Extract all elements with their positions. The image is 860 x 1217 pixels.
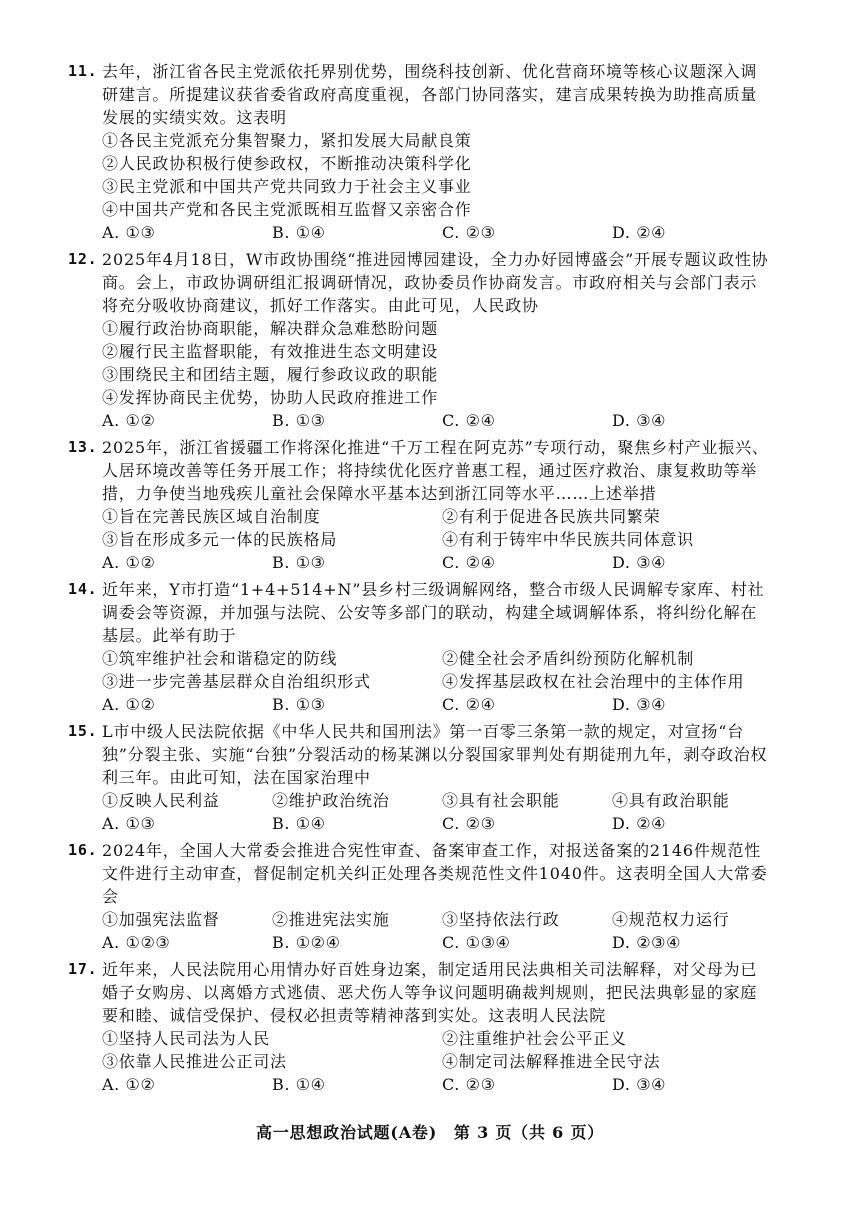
- question-stem: [68, 578, 772, 647]
- statement: ③进一步完善基层群众自治组织形式: [102, 672, 371, 691]
- statement: ④中国共产党和各民主党派既相互监督又亲密合作: [102, 200, 472, 219]
- stem-text: 2024年，全国人大常委会推进合宪性审查、备案审查工作，对报送备案的2146件规范性文件进行主动审查，督促制定机关纠正处理各类规范性文件1040件。这表明全国人大常委会: [102, 841, 768, 906]
- choice-d: D. ③④: [612, 411, 667, 430]
- question-number: 16.: [68, 841, 98, 859]
- question-12: [68, 248, 772, 432]
- stem-text: 近年来，Y市打造“1+4+514+N”县乡村三级调解网络，整合市级人民调解专家库、村社调委会等资源，并加强与法院、公安等多部门的联动，构建全域调解体系，将纠纷化解在基层。此举有助于: [102, 580, 765, 645]
- choice-d: D. ②③④: [612, 933, 682, 952]
- choice-d: D. ③④: [612, 695, 667, 714]
- question-13: [68, 436, 772, 574]
- answer-choices: [102, 551, 772, 574]
- choice-c: C. ②④: [442, 695, 496, 714]
- page-footer: 高一思想政治试题(A卷) 第 3 页（共 6 页）: [255, 1123, 605, 1142]
- statement: ①坚持人民司法为人民: [102, 1029, 271, 1048]
- statement: ④有利于铸牢中华民族共同体意识: [442, 530, 695, 549]
- statement: ①各民主党派充分集智聚力，紧扣发展大局献良策: [102, 131, 472, 150]
- question-16: [68, 839, 772, 954]
- statement: ④规范权力运行: [612, 910, 730, 929]
- answer-choices: [102, 812, 772, 835]
- statement: ③围绕民主和团结主题，履行参政议政的职能: [102, 365, 439, 384]
- question-number: 11.: [68, 62, 98, 80]
- statement: ③民主党派和中国共产党共同致力于社会主义事业: [102, 177, 472, 196]
- answer-choices: [102, 693, 772, 716]
- statement: ①反映人民利益: [102, 791, 220, 810]
- statement: ②健全社会矛盾纠纷预防化解机制: [442, 649, 695, 668]
- stem-text: 2025年，浙江省援疆工作将深化推进“千万工程在阿克苏”专项行动，聚焦乡村产业振兴、人居环境改善等任务开展工作；将持续优化医疗普惠工程，通过医疗救治、康复救助等举措，力争使当地残疾儿童社会保障水平基本达到浙江同等水平……上述举措: [102, 438, 769, 503]
- statement-grid: [102, 908, 772, 931]
- choice-b: B. ①④: [272, 223, 326, 242]
- question-stem: [68, 248, 772, 317]
- question-stem: [68, 436, 772, 505]
- choice-b: B. ①③: [272, 553, 326, 572]
- statement: ④制定司法解释推进全民守法: [442, 1052, 661, 1071]
- choice-d: D. ②④: [612, 223, 667, 242]
- question-11: [68, 60, 772, 244]
- question-number: 12.: [68, 250, 98, 268]
- choice-a: A. ①②: [102, 695, 156, 714]
- choice-c: C. ②③: [442, 814, 496, 833]
- question-15: [68, 720, 772, 835]
- choice-a: A. ①②③: [102, 933, 171, 952]
- statement: ①旨在完善民族区域自治制度: [102, 507, 321, 526]
- choice-b: B. ①②④: [272, 933, 341, 952]
- statement: ②推进宪法实施: [272, 910, 390, 929]
- question-stem: [68, 958, 772, 1027]
- choice-a: A. ①②: [102, 553, 156, 572]
- question-number: 14.: [68, 580, 98, 598]
- answer-choices: [102, 409, 772, 432]
- statement: ④发挥基层政权在社会治理中的主体作用: [442, 672, 745, 691]
- statement: ③具有社会职能: [442, 791, 560, 810]
- statement: ②注重维护社会公平正义: [442, 1029, 627, 1048]
- statement-grid: [102, 789, 772, 812]
- question-stem: [68, 720, 772, 789]
- statement: ②维护政治统治: [272, 791, 390, 810]
- answer-choices: [102, 1073, 772, 1096]
- choice-a: A. ①③: [102, 223, 156, 242]
- choice-c: C. ②④: [442, 411, 496, 430]
- stem-text: L市中级人民法院依据《中华人民共和国刑法》第一百零三条第一款的规定，对宣扬“台独”分裂主张、实施“台独”分裂活动的杨某渊以分裂国家罪判处有期徒刑九年，剥夺政治权利三年。由此可知，法在国家治理中: [102, 722, 768, 787]
- choice-b: B. ①③: [272, 695, 326, 714]
- choice-c: C. ②③: [442, 1075, 496, 1094]
- question-17: [68, 958, 772, 1096]
- choice-b: B. ①④: [272, 1075, 326, 1094]
- statement: ④具有政治职能: [612, 791, 730, 810]
- choice-a: A. ①③: [102, 814, 156, 833]
- choice-c: C. ②④: [442, 553, 496, 572]
- choice-a: A. ①②: [102, 411, 156, 430]
- statement: ③依靠人民推进公正司法: [102, 1052, 287, 1071]
- question-14: [68, 578, 772, 716]
- choice-d: D. ③④: [612, 553, 667, 572]
- statement: ①履行政治协商职能，解决群众急难愁盼问题: [102, 319, 439, 338]
- question-number: 13.: [68, 438, 98, 456]
- question-number: 17.: [68, 960, 98, 978]
- statement-grid: [102, 1027, 772, 1073]
- statement: ③旨在形成多元一体的民族格局: [102, 530, 338, 549]
- statement: ③坚持依法行政: [442, 910, 560, 929]
- choice-b: B. ①③: [272, 411, 326, 430]
- choice-d: D. ②④: [612, 814, 667, 833]
- choice-d: D. ③④: [612, 1075, 667, 1094]
- choice-c: C. ①③④: [442, 933, 511, 952]
- choice-a: A. ①②: [102, 1075, 156, 1094]
- statement: ①筑牢维护社会和谐稳定的防线: [102, 649, 338, 668]
- statement: ②履行民主监督职能，有效推进生态文明建设: [102, 342, 439, 361]
- answer-choices: [102, 931, 772, 954]
- question-list: [68, 60, 772, 1100]
- stem-text: 2025年4月18日，W市政协围绕“推进园博园建设，全力办好园博盛会”开展专题议政性协商。会上，市政协调研组汇报调研情况，政协委员作协商发言。市政府相关与会部门表示将充分吸收协商建议，抓好工作落实。由此可见，人民政协: [102, 250, 769, 315]
- stem-text: 去年，浙江省各民主党派依托界别优势，围绕科技创新、优化营商环境等核心议题深入调研建言。所提建议获省委省政府高度重视，各部门协同落实，建言成果转换为助推高质量发展的实绩实效。这表明: [102, 62, 758, 127]
- answer-choices: [102, 221, 772, 244]
- statement: ④发挥协商民主优势，协助人民政府推进工作: [102, 388, 439, 407]
- question-stem: [68, 839, 772, 908]
- statement: ①加强宪法监督: [102, 910, 220, 929]
- statement: ②有利于促进各民族共同繁荣: [442, 507, 661, 526]
- statement-grid: [102, 505, 772, 551]
- statement: ②人民政协积极行使参政权，不断推动决策科学化: [102, 154, 472, 173]
- choice-b: B. ①④: [272, 814, 326, 833]
- question-number: 15.: [68, 722, 98, 740]
- choice-c: C. ②③: [442, 223, 496, 242]
- statement-grid: [102, 647, 772, 693]
- stem-text: 近年来，人民法院用心用情办好百姓身边案，制定适用民法典相关司法解释，对父母为已婚子女购房、以离婚方式逃债、恶犬伤人等争议问题明确裁判规则，把民法典彰显的家庭要和睦、诚信受保护、侵权必担责等精神落到实处。这表明人民法院: [102, 960, 758, 1025]
- question-stem: [68, 60, 772, 129]
